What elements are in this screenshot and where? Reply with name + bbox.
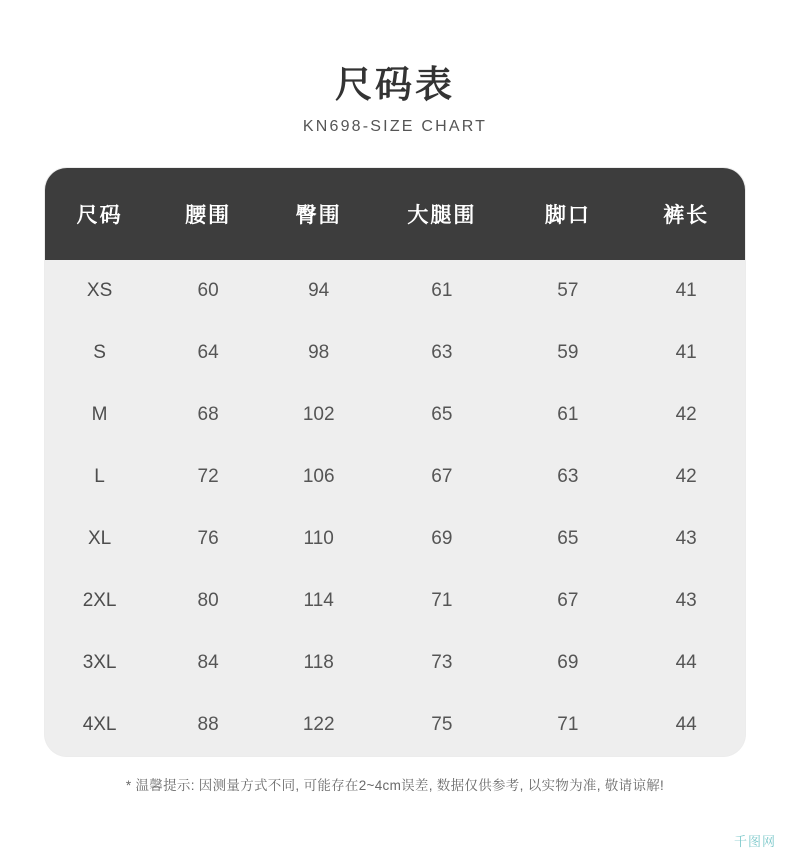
cell-hip: 114: [262, 570, 375, 632]
cell-leg-opening: 71: [508, 694, 627, 756]
column-header-waist: 腰围: [154, 168, 262, 260]
cell-length: 44: [627, 694, 745, 756]
cell-leg-opening: 69: [508, 632, 627, 694]
cell-length: 43: [627, 508, 745, 570]
cell-hip: 98: [262, 322, 375, 384]
measurement-note: * 温馨提示: 因测量方式不同, 可能存在2~4cm误差, 数据仅供参考, 以实物为准, 敬请谅解!: [125, 778, 665, 794]
cell-length: 44: [627, 632, 745, 694]
column-header-size: 尺码: [45, 168, 154, 260]
column-header-leg-opening: 脚口: [508, 168, 627, 260]
page-subtitle: KN698-SIZE CHART: [302, 118, 488, 136]
watermark-logo: 千图网: [733, 834, 776, 849]
cell-leg-opening: 61: [508, 384, 627, 446]
cell-waist: 80: [154, 570, 262, 632]
cell-waist: 64: [154, 322, 262, 384]
chart-header: [0, 0, 790, 136]
cell-length: 42: [627, 384, 745, 446]
cell-size: XL: [45, 508, 154, 570]
cell-hip: 122: [262, 694, 375, 756]
cell-leg-opening: 65: [508, 508, 627, 570]
cell-thigh: 71: [375, 570, 508, 632]
cell-leg-opening: 59: [508, 322, 627, 384]
table-header-row: [45, 168, 745, 260]
cell-thigh: 73: [375, 632, 508, 694]
column-header-length: 裤长: [627, 168, 745, 260]
cell-waist: 60: [154, 260, 262, 322]
table-body: [45, 260, 745, 756]
column-header-thigh: 大腿围: [375, 168, 508, 260]
table-row: [45, 632, 745, 694]
cell-hip: 94: [262, 260, 375, 322]
table-row: [45, 694, 745, 756]
table-row: [45, 384, 745, 446]
column-header-hip: 臀围: [262, 168, 375, 260]
cell-hip: 106: [262, 446, 375, 508]
table-header-row-group: [45, 168, 745, 260]
cell-waist: 84: [154, 632, 262, 694]
cell-leg-opening: 57: [508, 260, 627, 322]
cell-length: 41: [627, 322, 745, 384]
cell-hip: 118: [262, 632, 375, 694]
cell-waist: 76: [154, 508, 262, 570]
cell-size: 3XL: [45, 632, 154, 694]
cell-size: 2XL: [45, 570, 154, 632]
cell-waist: 68: [154, 384, 262, 446]
cell-leg-opening: 63: [508, 446, 627, 508]
table-row: [45, 508, 745, 570]
page-title: 尺码表: [335, 64, 455, 105]
cell-length: 41: [627, 260, 745, 322]
cell-thigh: 65: [375, 384, 508, 446]
table-row: [45, 570, 745, 632]
cell-size: XS: [45, 260, 154, 322]
cell-thigh: 69: [375, 508, 508, 570]
table-row: [45, 322, 745, 384]
cell-hip: 110: [262, 508, 375, 570]
size-table: [45, 168, 745, 756]
cell-thigh: 75: [375, 694, 508, 756]
cell-waist: 72: [154, 446, 262, 508]
cell-size: 4XL: [45, 694, 154, 756]
cell-leg-opening: 67: [508, 570, 627, 632]
cell-thigh: 61: [375, 260, 508, 322]
table-row: [45, 446, 745, 508]
cell-length: 43: [627, 570, 745, 632]
cell-thigh: 63: [375, 322, 508, 384]
cell-size: L: [45, 446, 154, 508]
cell-length: 42: [627, 446, 745, 508]
table-row: [45, 260, 745, 322]
cell-size: M: [45, 384, 154, 446]
cell-waist: 88: [154, 694, 262, 756]
cell-hip: 102: [262, 384, 375, 446]
cell-size: S: [45, 322, 154, 384]
cell-thigh: 67: [375, 446, 508, 508]
size-table-container: [45, 168, 745, 756]
